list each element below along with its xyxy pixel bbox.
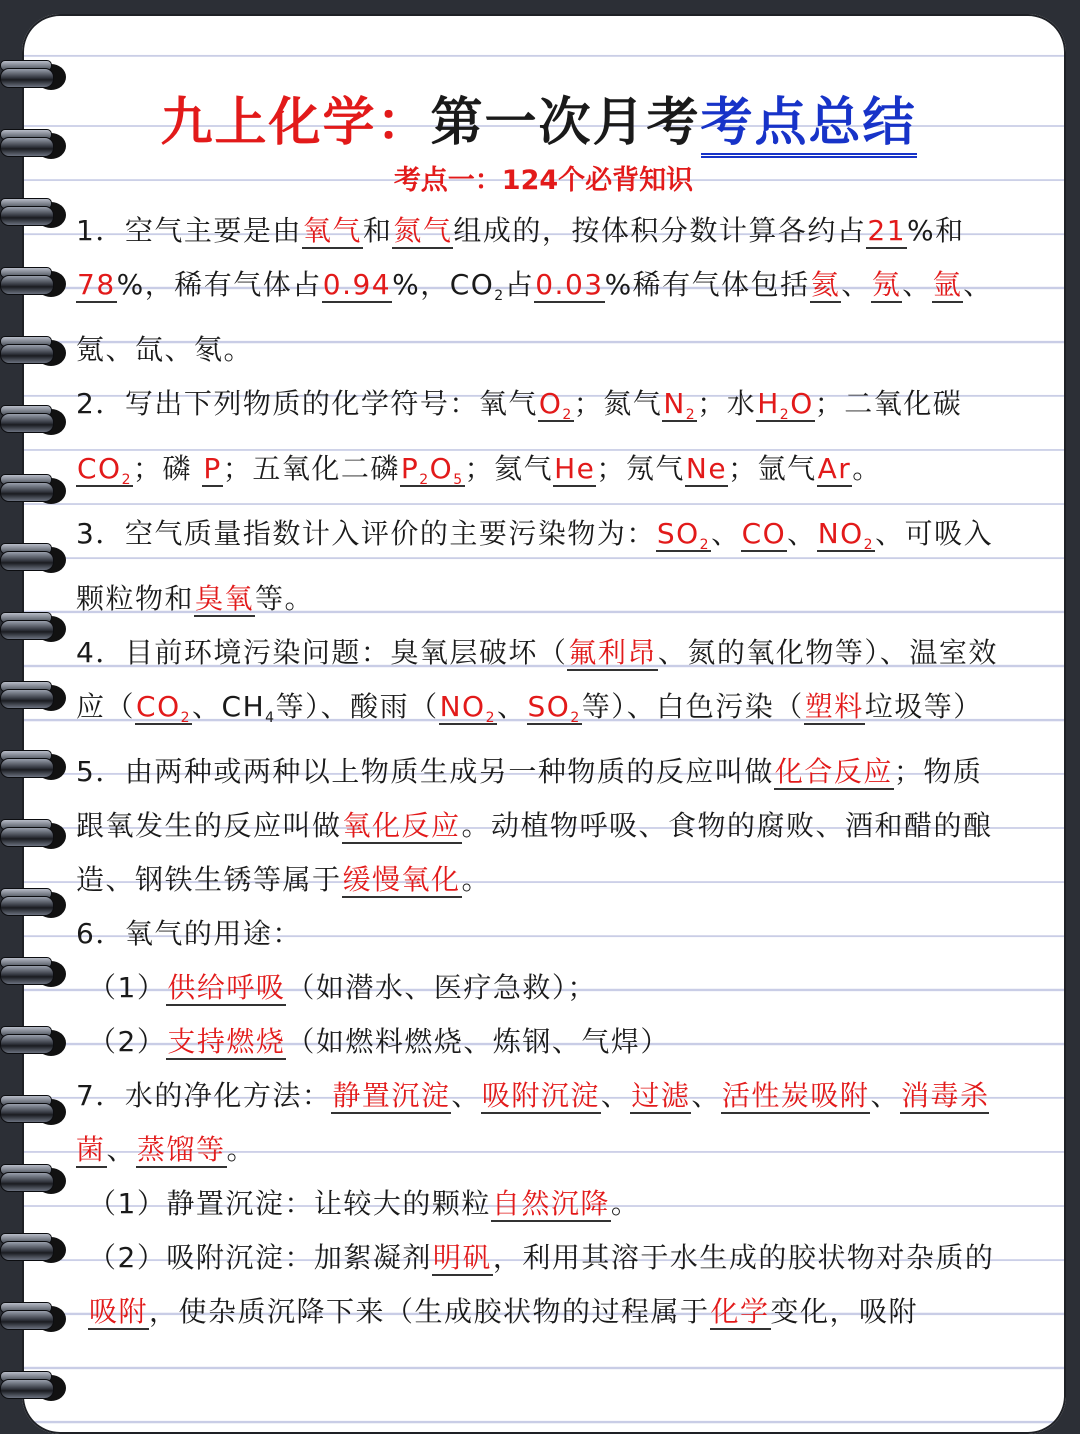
text: 、 xyxy=(691,1079,721,1112)
title-summary: 考点总结 xyxy=(701,93,917,158)
point-6-item-1 xyxy=(76,961,1011,1015)
answer: 氟利昂 xyxy=(568,636,657,669)
subscript: 2 xyxy=(863,537,875,553)
text: 7．水的净化方法： xyxy=(76,1079,332,1112)
spiral-ring xyxy=(0,474,64,508)
answer xyxy=(662,387,697,422)
answer: 臭氧 xyxy=(195,582,255,615)
text: ；氮气 xyxy=(573,387,663,420)
answer xyxy=(817,517,875,552)
text: 。动植物呼吸、食物的腐败、酒和醋的酿造、钢铁生锈等属于 xyxy=(76,809,993,896)
answer: Ar xyxy=(817,452,852,485)
formula: H xyxy=(757,387,780,420)
spiral-ring xyxy=(0,198,64,232)
text: 5．由两种或两种以上物质生成另一种物质的反应叫做 xyxy=(76,755,774,788)
answer: 吸附 xyxy=(89,1295,149,1328)
formula: NO xyxy=(817,517,864,550)
answer: 21 xyxy=(867,214,907,247)
page-title xyxy=(66,88,1011,158)
subscript: 2 xyxy=(419,472,430,488)
text: %和 xyxy=(907,214,965,247)
answer xyxy=(135,690,192,725)
subscript: 2 xyxy=(494,288,505,304)
text: ；磷 xyxy=(133,452,203,485)
formula: SO xyxy=(527,690,571,723)
spiral-ring xyxy=(0,336,64,370)
text: %稀有气体包括 xyxy=(604,268,810,301)
point-3 xyxy=(76,507,1011,626)
answer: He xyxy=(554,452,596,485)
answer xyxy=(439,690,497,725)
text: 等）、酸雨（ xyxy=(275,690,439,723)
answer xyxy=(756,387,815,422)
text: 垃圾等） xyxy=(864,690,983,723)
text: 2．写出下列物质的化学符号：氧气 xyxy=(76,387,538,420)
answer: 过滤 xyxy=(631,1079,691,1112)
text: ；五氧化二磷 xyxy=(222,452,400,485)
spiral-ring xyxy=(0,888,64,922)
text: 等）、白色污染（ xyxy=(581,690,804,723)
formula: SO xyxy=(656,517,700,550)
answer: 自然沉降 xyxy=(491,1187,610,1220)
text: ，利用其溶于水生成的胶状物对杂质的 xyxy=(492,1241,995,1274)
subscript: 4 xyxy=(265,710,276,726)
subscript: 2 xyxy=(685,407,697,423)
answer: 吸附沉淀 xyxy=(481,1079,600,1112)
answer: 活性炭吸附 xyxy=(721,1079,870,1112)
point-7-item-1 xyxy=(76,1177,1011,1231)
subscript: 2 xyxy=(180,710,192,726)
formula: NO xyxy=(439,690,486,723)
answer: 缓慢氧化 xyxy=(342,863,461,896)
answer: 蒸馏等 xyxy=(137,1133,226,1166)
answer: 0.94 xyxy=(322,268,392,301)
spiral-ring xyxy=(0,1095,64,1129)
text: （1） xyxy=(88,971,167,1004)
answer: CO xyxy=(741,517,787,550)
answer: 塑料 xyxy=(804,690,864,723)
text: 、 xyxy=(902,268,932,301)
subscript: 2 xyxy=(121,472,133,488)
notes-content xyxy=(76,88,1011,1339)
text: ；氖气 xyxy=(596,452,685,485)
text: ；二氧化碳 xyxy=(814,387,963,420)
text: （2）吸附沉淀：加絮凝剂 xyxy=(88,1241,432,1274)
subscript: 2 xyxy=(485,710,496,726)
text: ，使杂质沉降下来（生成胶状物的过程属于 xyxy=(149,1295,710,1328)
text: ；氦气 xyxy=(464,452,554,485)
point-7 xyxy=(76,1069,1011,1177)
formula: O xyxy=(429,452,454,485)
answer: 明矾 xyxy=(432,1241,492,1274)
spiral-ring xyxy=(0,543,64,577)
text: 1．空气主要是由 xyxy=(76,214,302,247)
title-subject: 九上化学： xyxy=(160,93,431,153)
spiral-ring xyxy=(0,267,64,301)
answer: 氖 xyxy=(871,268,902,301)
text: ；物质跟氧发生的反应叫做 xyxy=(76,755,983,842)
title-exam: 第一次月考 xyxy=(430,93,701,153)
formula: O xyxy=(538,387,563,420)
text: 组成的，按体积分数计算各约占 xyxy=(453,214,867,247)
spiral-ring xyxy=(0,681,64,715)
text: 、氮的氧化物等）、温室效应（ xyxy=(76,636,998,723)
answer: 消毒杀菌 xyxy=(76,1079,990,1166)
formula: O xyxy=(790,387,814,420)
text: 占 xyxy=(504,268,535,301)
text: （2） xyxy=(88,1025,167,1058)
text: 、可吸入颗粒物和 xyxy=(76,517,994,615)
subscript: 2 xyxy=(570,710,581,726)
spiral-ring xyxy=(0,612,64,646)
text: 6．氧气的用途： xyxy=(76,917,302,950)
spiral-ring xyxy=(0,1164,64,1198)
spiral-ring xyxy=(0,60,64,94)
text: %，CO xyxy=(392,268,495,301)
text: （1）静置沉淀：让较大的颗粒 xyxy=(88,1187,491,1220)
text: 、 xyxy=(106,1133,137,1166)
text: 、 xyxy=(496,690,527,723)
point-5 xyxy=(76,745,1011,907)
answer xyxy=(76,452,133,487)
formula: CO xyxy=(77,452,122,485)
point-6-item-2 xyxy=(76,1015,1011,1069)
text: 。 xyxy=(226,1133,257,1166)
answer: P xyxy=(203,452,222,485)
answer: 氧化反应 xyxy=(342,809,461,842)
answer: 静置沉淀 xyxy=(332,1079,451,1112)
text: ；水 xyxy=(697,387,757,420)
answer: Ne xyxy=(685,452,728,485)
answer xyxy=(527,690,582,725)
spiral-ring xyxy=(0,1233,64,1267)
text: （如燃料燃烧、炼钢、气焊） xyxy=(286,1025,670,1058)
subscript: 2 xyxy=(699,537,711,553)
subscript: 2 xyxy=(779,407,791,423)
text: 和 xyxy=(362,214,393,247)
answer: 氩 xyxy=(932,268,963,301)
text: 、 xyxy=(841,268,871,301)
text: 、 xyxy=(600,1079,631,1112)
text: 、 xyxy=(451,1079,481,1112)
formula: N xyxy=(663,387,686,420)
text: 3．空气质量指数计入评价的主要污染物为： xyxy=(76,517,656,550)
answer: 78 xyxy=(77,268,116,301)
text: 、氪、氙、氡。 xyxy=(76,268,993,366)
text: 、 xyxy=(787,517,817,550)
point-7-item-2 xyxy=(76,1231,1011,1339)
section-subtitle: 考点一：124个必背知识 xyxy=(393,165,694,196)
answer: 化学 xyxy=(710,1295,770,1328)
formula: CO xyxy=(136,690,181,723)
text: %，稀有气体占 xyxy=(116,268,322,301)
spiral-ring xyxy=(0,819,64,853)
spiral-ring xyxy=(0,750,64,784)
answer xyxy=(656,517,711,552)
text: 变化，吸附 xyxy=(770,1295,919,1328)
point-2 xyxy=(76,377,1011,507)
text: 4．目前环境污染问题：臭氧层破坏（ xyxy=(76,636,568,669)
answer: 供给呼吸 xyxy=(167,971,286,1004)
text: 、CH xyxy=(192,690,266,723)
answer xyxy=(400,452,465,487)
point-1 xyxy=(76,204,1011,377)
answer: 0.03 xyxy=(535,268,604,301)
answer xyxy=(538,387,574,422)
text: 、 xyxy=(870,1079,900,1112)
subscript: 2 xyxy=(562,407,573,423)
answer: 氦 xyxy=(810,268,841,301)
answer: 化合反应 xyxy=(774,755,893,788)
answer: 氮气 xyxy=(393,214,453,247)
spiral-ring xyxy=(0,405,64,439)
text: 、 xyxy=(711,517,741,550)
answer: 支持燃烧 xyxy=(167,1025,286,1058)
text: 等。 xyxy=(255,582,315,615)
spiral-ring xyxy=(0,129,64,163)
spiral-ring xyxy=(0,1026,64,1060)
text: 。 xyxy=(461,863,492,896)
answer: 氧气 xyxy=(302,214,362,247)
point-4 xyxy=(76,626,1011,745)
text: 。 xyxy=(852,452,882,485)
point-6 xyxy=(76,907,1011,961)
spiral-ring xyxy=(0,1302,64,1336)
formula: P xyxy=(400,452,420,485)
text: （如潜水、医疗急救）； xyxy=(286,971,597,1004)
subscript: 5 xyxy=(453,472,464,488)
spiral-ring xyxy=(0,957,64,991)
text: ；氩气 xyxy=(728,452,817,485)
text: 。 xyxy=(610,1187,641,1220)
